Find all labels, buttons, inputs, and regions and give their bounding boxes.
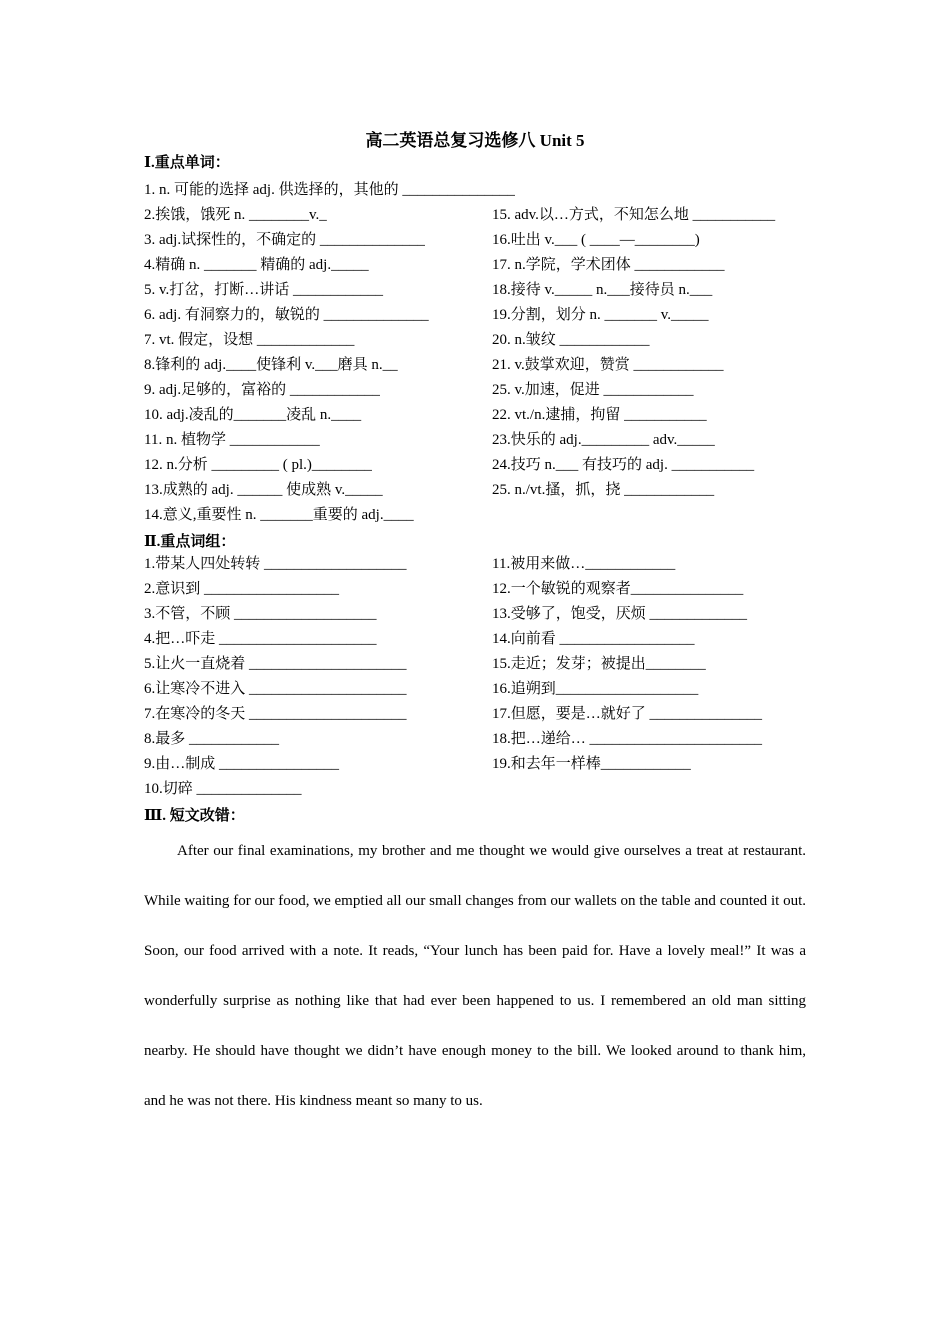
word-item-right-1: 15. adv.以…方式，不知怎么地 ___________ — [492, 207, 776, 223]
section-heading-correction: Ⅲ. 短文改错： — [144, 808, 245, 824]
phrase-item-left-8: 8.最多 ____________ — [144, 731, 280, 747]
word-item-left-4: 4.精确 n. _______ 精确的 adj._____ — [144, 257, 369, 273]
phrase-item-right-7: 17.但愿，要是…就好了 _______________ — [492, 706, 763, 722]
word-item-left-8: 8.锋利的 adj.____使锋利 v.___磨具 n.__ — [144, 357, 398, 373]
word-item-left-2: 2.挨饿，饿死 n. ________v._ — [144, 207, 327, 223]
phrase-item-right-3: 13.受够了，饱受，厌烦 _____________ — [492, 606, 748, 622]
phrase-item-right-1: 11.被用来做…____________ — [492, 556, 676, 572]
phrase-item-left-9: 9.由…制成 ________________ — [144, 756, 340, 772]
phrase-item-left-6: 6.让寒冷不进入 _____________________ — [144, 681, 407, 697]
word-item-right-4: 18.接待 v._____ n.___接待员 n.___ — [492, 282, 713, 298]
word-item-left-10: 10. adj.凌乱的_______凌乱 n.____ — [144, 407, 362, 423]
page-title: 高二英语总复习选修八 Unit 5 — [365, 131, 585, 150]
word-item-left-12: 12. n.分析 _________ ( pl.)________ — [144, 457, 372, 473]
phrase-item-left-2: 2.意识到 __________________ — [144, 581, 340, 597]
word-item-right-11: 24.技巧 n.___ 有技巧的 adj. ___________ — [492, 457, 755, 473]
phrase-item-left-10: 10.切碎 ______________ — [144, 781, 302, 797]
phrase-item-left-4: 4.把…吓走 _____________________ — [144, 631, 377, 647]
word-item-right-8: 25. v.加速，促进 ____________ — [492, 382, 694, 398]
word-item-left-11: 11. n. 植物学 ____________ — [144, 432, 320, 448]
word-item-left-14: 14.意义,重要性 n. _______重要的 adj.____ — [144, 507, 414, 523]
word-item-left-6: 6. adj. 有洞察力的，敏锐的 ______________ — [144, 307, 429, 323]
word-item-left-13: 13.成熟的 adj. ______ 使成熟 v._____ — [144, 482, 383, 498]
phrase-item-left-5: 5.让火一直烧着 _____________________ — [144, 656, 407, 672]
word-item-right-10: 23.快乐的 adj._________ adv._____ — [492, 432, 715, 448]
section-heading-phrases: Ⅱ.重点词组： — [144, 534, 236, 550]
word-item-left-9: 9. adj.足够的，富裕的 ____________ — [144, 382, 380, 398]
word-item-right-9: 22. vt./n.逮捕，拘留 ___________ — [492, 407, 707, 423]
phrase-item-left-7: 7.在寒冷的冬天 _____________________ — [144, 706, 407, 722]
word-item-right-2: 16.吐出 v.___ ( ____—________) — [492, 232, 700, 248]
word-item-right-5: 19.分割，划分 n. _______ v._____ — [492, 307, 709, 323]
phrase-item-right-2: 12.一个敏锐的观察者_______________ — [492, 581, 744, 597]
word-item-left-7: 7. vt. 假定，设想 _____________ — [144, 332, 355, 348]
section-heading-words: Ⅰ.重点单词： — [144, 155, 230, 171]
word-item-right-3: 17. n.学院，学术团体 ____________ — [492, 257, 725, 273]
phrase-item-right-9: 19.和去年一样棒____________ — [492, 756, 691, 772]
word-item-left-5: 5. v.打岔，打断…讲话 ____________ — [144, 282, 384, 298]
phrase-item-left-1: 1.带某人四处转转 ___________________ — [144, 556, 407, 572]
word-item-right-6: 20. n.皱纹 ____________ — [492, 332, 650, 348]
phrase-item-left-3: 3.不管，不顾 ___________________ — [144, 606, 377, 622]
correction-passage: After our final examinations, my brother and me thought we would give ourselves a treat at restaurant. While waiting for our food, we emptied all our small changes from our wallets on the table and counted it out. Soon, our food arrived with a note. It reads, “Your lunch has been paid for. Have a lovely meal!” It was a wonderfully surprise as nothing like that had ever been happened to us. I remembered an old man sitting nearby. He should have thought we didn’t have enough money to the bill. We looked around to thank him, and he was not there. His kindness meant so many to us. — [144, 843, 806, 1109]
word-item-right-12: 25. n./vt.搔，抓，挠 ____________ — [492, 482, 715, 498]
word-item-left-1: 1. n. 可能的选择 adj. 供选择的，其他的 _______________ — [144, 182, 515, 198]
phrase-item-right-8: 18.把…递给… _______________________ — [492, 731, 763, 747]
phrase-item-right-4: 14.向前看 __________________ — [492, 631, 695, 647]
phrase-item-right-6: 16.追朔到___________________ — [492, 681, 699, 697]
word-item-right-7: 21. v.鼓掌欢迎，赞赏 ____________ — [492, 357, 724, 373]
phrase-item-right-5: 15.走近；发芽；被提出________ — [492, 656, 706, 672]
word-item-left-3: 3. adj.试探性的，不确定的 ______________ — [144, 232, 425, 248]
